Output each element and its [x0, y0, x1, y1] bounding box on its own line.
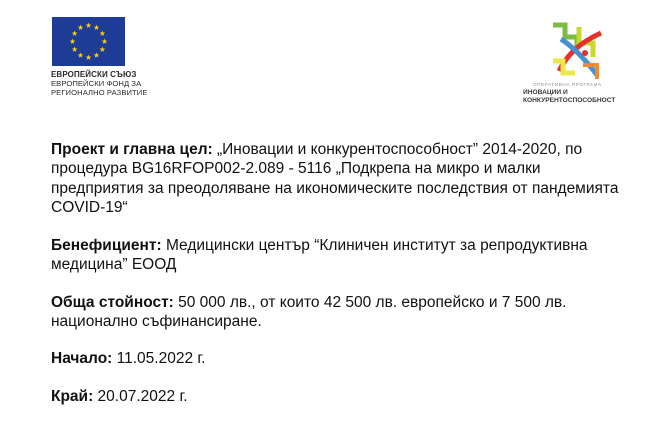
eu-logo — [51, 17, 161, 98]
eu-logo-line2: ЕВРОПЕЙСКИ ФОНД ЗА — [51, 79, 142, 89]
project-info — [51, 140, 636, 406]
project-text: „Иновации и конкурентоспособност” 2014-2020, по процедура BG16RFOP002-2.089 - 5116 „Подкрепа на микро и малки предприятия за преодоляване на икономическите последствия от пандемията COVID-19“ — [51, 141, 619, 216]
start-paragraph — [51, 349, 636, 368]
op-logo-line1: ИНОВАЦИИ И — [523, 89, 568, 96]
eu-logo-line1: ЕВРОПЕЙСКИ СЪЮЗ — [51, 70, 137, 79]
beneficiary-text: Медицински център “Клиничен институт за репродуктивна медицина” ЕООД — [51, 237, 588, 274]
eu-logo-line3: РЕГИОНАЛНО РАЗВИТИЕ — [51, 88, 148, 98]
end-label: Край: — [51, 387, 94, 405]
beneficiary-label: Бенефициент: — [51, 237, 162, 255]
op-logo — [515, 21, 635, 105]
beneficiary-paragraph — [51, 236, 636, 275]
op-logo-mark-icon — [545, 21, 609, 83]
start-date: 11.05.2022 г. — [112, 350, 206, 368]
project-label: Проект и главна цел: — [51, 141, 213, 158]
total-paragraph — [51, 293, 636, 332]
op-logo-program: ОПЕРАТИВНА ПРОГРАМА — [533, 82, 602, 87]
total-text: 50 000 лв., от които 42 500 лв. европейско и 7 500 лв. национално съфинансиране. — [51, 293, 567, 331]
project-paragraph — [51, 140, 636, 217]
total-label: Обща стойност: — [51, 293, 174, 311]
start-label: Начало: — [51, 350, 113, 368]
end-date: 20.07.2022 г. — [93, 387, 188, 405]
end-paragraph — [51, 387, 636, 406]
eu-flag-icon — [52, 17, 125, 66]
op-logo-line2: КОНКУРЕНТОСПОСОБНОСТ — [523, 97, 616, 104]
